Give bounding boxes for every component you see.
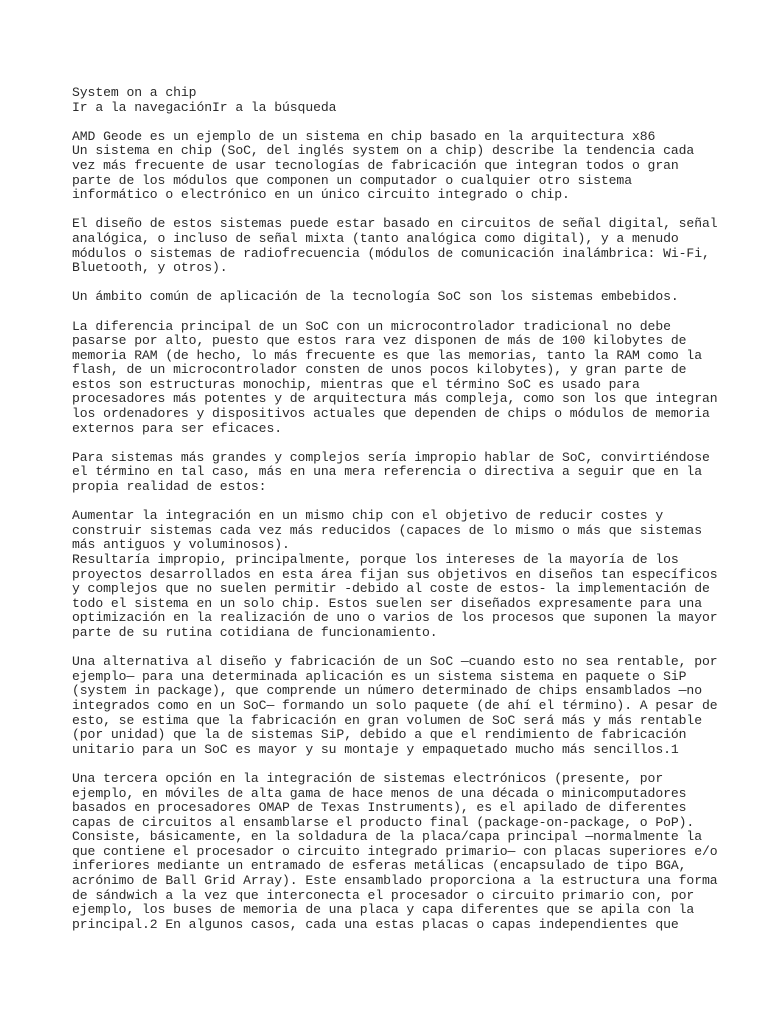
paragraph-sip-alternative: Una alternativa al diseño y fabricación de un SoC —cuando esto no sea rentable, por ejemplo— para una determinada aplicación es un sistema sistema en paquete o SiP (system in package), que comprende un número determinado de chips ensamblados —no integrados como en un SoC— formando un solo paquete (de ahí el término). A pesar de esto, se estima que la fabricación en gran volumen de SoC será más y más rentable (por unidad) que la de sistemas SiP, debido a que el rendimiento de fabricación unitario para un SoC es mayor y su montaje y empaquetado mucho más sencillos.1: [72, 654, 718, 757]
paragraph-soc-definition: AMD Geode es un ejemplo de un sistema en chip basado en la arquitectura x86 Un sistema en chip (SoC, del inglés system on a chip) describe la tendencia cada vez más frecuente de usar tecnologías de fabricación que integran todos o gran parte de los módulos que componen un computador o cualquier otro sistema informático o electrónico en un único circuito integrado o chip.: [72, 128, 695, 203]
paragraph-embedded: Un ámbito común de aplicación de la tecnología SoC son los sistemas embebidos.: [72, 289, 679, 305]
document-body: [72, 86, 732, 947]
paragraph-pop-third-option: Una tercera opción en la integración de sistemas electrónicos (presente, por ejemplo, en móviles de alta gama de hace menos de una década o minicomputadores basados en procesadores OMAP de Texas Instruments), es el apilado de diferentes capas de circuitos al ensamblarse el producto final (package-on-package, o PoP). Consiste, básicamente, en la soldadura de la placa/capa principal —normalmente la que contiene el procesador o circuito integrado primario— con placas superiores e/o inferiores mediante un entramado de esferas metálicas (encapsulado de tipo BGA, acrónimo de Ball Grid Array). Este ensamblado proporciona a la estructura una forma de sándwich a la vez que interconecta el procesador o circuito primario con, por ejemplo, los buses de memoria de una placa y capa diferentes que se apila con la principal.2 En algunos casos, cada una estas placas o capas independientes que: [72, 770, 718, 932]
document-header: System on a chip Ir a la navegaciónIr a la búsqueda: [72, 85, 337, 115]
paragraph-design: El diseño de estos sistemas puede estar basado en circuitos de señal digital, señal analógica, o incluso de señal mixta (tanto analógica como digital), y a menudo módulos o sistemas de radiofrecuencia (módulos de comunicación inalámbrica: Wi-Fi, Bluetooth, y otros).: [72, 216, 718, 276]
paragraph-larger-systems: Para sistemas más grandes y complejos sería impropio hablar de SoC, convirtiéndose el término en tal caso, más en una mera referencia o directiva a seguir que en la propia realidad de estos:: [72, 449, 710, 495]
paragraph-integration: Aumentar la integración en un mismo chip con el objetivo de reducir costes y construir sistemas cada vez más reducidos (capaces de lo mismo o más que sistemas más antiguos y voluminosos). Resultaría impropio, principalmente, porque los intereses de la mayoría de los proyectos desarrollados en esta área fijan sus objetivos en diseños tan específicos y complejos que no suelen permitir -debido al coste de estos- la implementación de todo el sistema en un solo chip. Estos suelen ser diseñados expresamente para una optimización en la realización de uno o varios de los procesos que suponen la mayor parte de su rutina cotidiana de funcionamiento.: [72, 508, 718, 640]
paragraph-microcontroller: La diferencia principal de un SoC con un microcontrolador tradicional no debe pasarse por alto, puesto que estos rara vez disponen de más de 100 kilobytes de memoria RAM (de hecho, lo más frecuente es que las memorias, tanto la RAM como la flash, de un microcontrolador consten de unos pocos kilobytes), y gran parte de estos son estructuras monochip, mientras que el término SoC es usado para procesadores más potentes y de arquitectura más compleja, como son los que integran los ordenadores y dispositivos actuales que dependen de chips o módulos de memoria externos para ser eficaces.: [72, 318, 718, 436]
